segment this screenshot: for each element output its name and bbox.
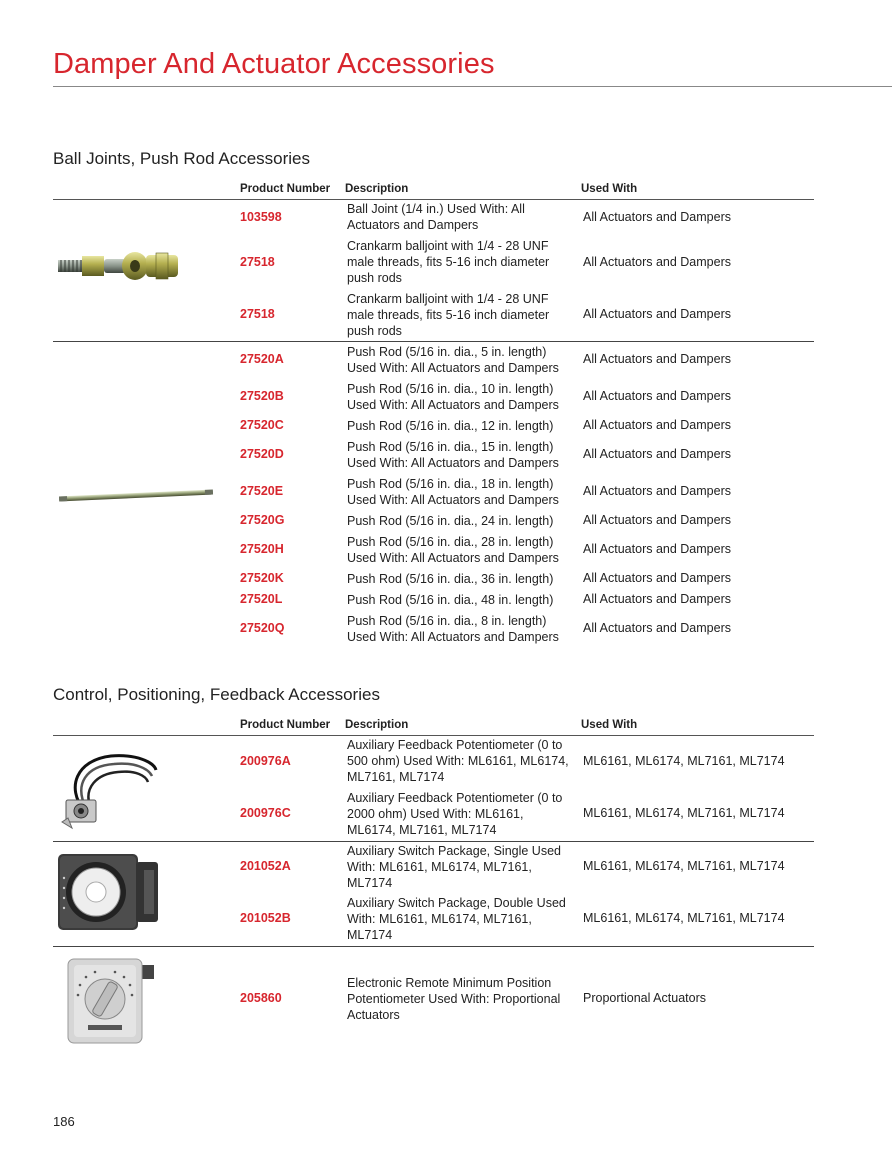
- section-title-ball-joints: Ball Joints, Push Rod Accessories: [53, 149, 311, 168]
- product-number-27520A: 27520A: [240, 352, 284, 366]
- push-rod-photo: [57, 480, 215, 515]
- product-number-27520Q: 27520Q: [240, 621, 285, 635]
- description-27518-b: Crankarm balljoint with 1/4 - 28 UNF male threads, fits 5-16 inch diameter push rods: [347, 292, 550, 338]
- description-27520E: Push Rod (5/16 in. dia., 18 in. length) Used With: All Actuators and Dampers: [347, 477, 559, 507]
- page-number: 186: [53, 1114, 75, 1129]
- used-with-27520E: All Actuators and Dampers: [583, 484, 731, 498]
- description-27520A: Push Rod (5/16 in. dia., 5 in. length) Used With: All Actuators and Dampers: [347, 345, 559, 375]
- used-with-27520K: All Actuators and Dampers: [583, 571, 731, 585]
- used-with-27520A: All Actuators and Dampers: [583, 352, 731, 366]
- description-27520B: Push Rod (5/16 in. dia., 10 in. length) Used With: All Actuators and Dampers: [347, 382, 559, 412]
- used-with-27518: All Actuators and Dampers: [583, 255, 731, 269]
- description-27520D: Push Rod (5/16 in. dia., 15 in. length) Used With: All Actuators and Dampers: [347, 440, 559, 470]
- product-number-27520D: 27520D: [240, 447, 284, 461]
- product-number-27518-b: 27518: [240, 307, 275, 321]
- group-separator-3: [53, 946, 814, 947]
- used-with-27520B: All Actuators and Dampers: [583, 389, 731, 403]
- page-title: Damper And Actuator Accessories: [53, 48, 495, 80]
- table-header-rule-2: [53, 735, 814, 736]
- used-with-27520L: All Actuators and Dampers: [583, 592, 731, 606]
- description-200976C: Auxiliary Feedback Potentiometer (0 to 2000 ohm) Used With: ML6161, ML6174, ML7161, ML7174: [347, 791, 563, 837]
- column-header-description: Description: [345, 183, 409, 195]
- used-with-27520D: All Actuators and Dampers: [583, 447, 731, 461]
- used-with-200976C: ML6161, ML6174, ML7161, ML7174: [583, 806, 785, 820]
- product-number-201052A: 201052A: [240, 859, 291, 873]
- description-27520L: Push Rod (5/16 in. dia., 48 in. length): [347, 593, 554, 607]
- product-number-201052B: 201052B: [240, 911, 291, 925]
- remote-potentiometer-photo: [64, 953, 164, 1054]
- product-number-27520K: 27520K: [240, 571, 284, 585]
- column-header-description-2: Description: [345, 719, 409, 731]
- title-rule: [53, 86, 892, 87]
- used-with-201052A: ML6161, ML6174, ML7161, ML7174: [583, 859, 785, 873]
- description-103598: Ball Joint (1/4 in.) Used With: All Actuators and Dampers: [347, 202, 525, 232]
- product-number-27520C: 27520C: [240, 418, 284, 432]
- description-27518: Crankarm balljoint with 1/4 - 28 UNF male threads, fits 5-16 inch diameter push rods: [347, 239, 550, 285]
- used-with-27520H: All Actuators and Dampers: [583, 542, 731, 556]
- product-number-27520H: 27520H: [240, 542, 284, 556]
- ball-joint-photo: [56, 238, 186, 293]
- product-number-27520L: 27520L: [240, 592, 283, 606]
- used-with-27518-b: All Actuators and Dampers: [583, 307, 731, 321]
- group-separator-2: [53, 841, 814, 842]
- product-number-205860: 205860: [240, 991, 282, 1005]
- column-header-used-with: Used With: [581, 183, 638, 195]
- product-number-200976C: 200976C: [240, 806, 291, 820]
- description-200976A: Auxiliary Feedback Potentiometer (0 to 500 ohm) Used With: ML6161, ML6174, ML7161, ML7174: [347, 738, 569, 784]
- description-201052A: Auxiliary Switch Package, Single Used With: ML6161, ML6174, ML7161, ML7174: [347, 844, 561, 890]
- auxiliary-switch-photo: [52, 848, 164, 941]
- description-27520C: Push Rod (5/16 in. dia., 12 in. length): [347, 419, 554, 433]
- description-27520K: Push Rod (5/16 in. dia., 36 in. length): [347, 572, 554, 586]
- description-27520Q: Push Rod (5/16 in. dia., 8 in. length) Used With: All Actuators and Dampers: [347, 614, 559, 644]
- product-number-27520B: 27520B: [240, 389, 284, 403]
- used-with-200976A: ML6161, ML6174, ML7161, ML7174: [583, 754, 785, 768]
- feedback-potentiometer-photo: [56, 748, 166, 837]
- section-title-control: Control, Positioning, Feedback Accessories: [53, 685, 380, 704]
- product-number-103598: 103598: [240, 210, 282, 224]
- group-separator: [53, 341, 814, 342]
- product-number-200976A: 200976A: [240, 754, 291, 768]
- used-with-27520C: All Actuators and Dampers: [583, 418, 731, 432]
- used-with-205860: Proportional Actuators: [583, 991, 706, 1005]
- description-205860: Electronic Remote Minimum Position Potentiometer Used With: Proportional Actuators: [347, 976, 561, 1022]
- product-number-27520G: 27520G: [240, 513, 285, 527]
- used-with-27520G: All Actuators and Dampers: [583, 513, 731, 527]
- column-header-used-with-2: Used With: [581, 719, 638, 731]
- description-27520G: Push Rod (5/16 in. dia., 24 in. length): [347, 514, 554, 528]
- column-header-product-number-2: Product Number: [240, 719, 331, 731]
- description-27520H: Push Rod (5/16 in. dia., 28 in. length) Used With: All Actuators and Dampers: [347, 535, 559, 565]
- table-header-rule: [53, 199, 814, 200]
- description-201052B: Auxiliary Switch Package, Double Used With: ML6161, ML6174, ML7161, ML7174: [347, 896, 566, 942]
- column-header-product-number: Product Number: [240, 183, 331, 195]
- product-number-27518: 27518: [240, 255, 275, 269]
- used-with-27520Q: All Actuators and Dampers: [583, 621, 731, 635]
- used-with-201052B: ML6161, ML6174, ML7161, ML7174: [583, 911, 785, 925]
- used-with-103598: All Actuators and Dampers: [583, 210, 731, 224]
- product-number-27520E: 27520E: [240, 484, 284, 498]
